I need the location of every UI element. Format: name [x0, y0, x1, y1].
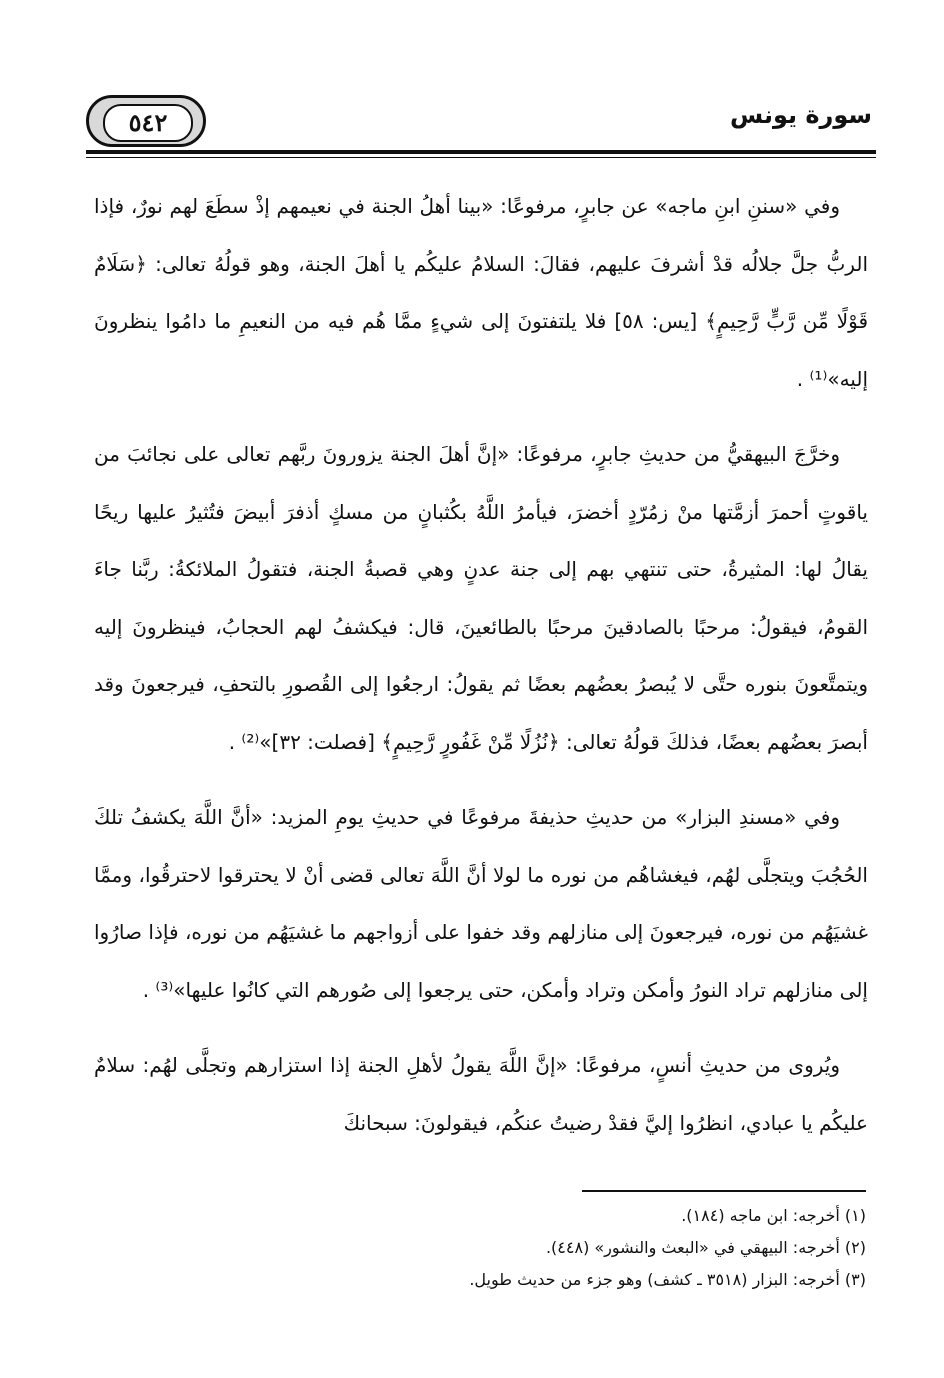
footnote: (٣) أخرجه: البزار (٣٥١٨ ـ كشف) وهو جزء من حديث طويل.	[469, 1270, 866, 1289]
page-number: ٥٤٢	[103, 104, 193, 142]
paragraph: ويُروى من حديثِ أنسٍ، مرفوعًا: «إنَّ اللَّهَ يقولُ لأهلِ الجنة إذا استزارهم وتجلَّى لهُم: سلامٌ عليكُم يا عبادي، انظرُوا إليَّ فقدْ رضيتُ عنكُم، فيقولونَ: سبحانكَ	[94, 1053, 868, 1135]
footnote: (٢) أخرجه: البيهقي في «البعث والنشور» (٤٤٨).	[545, 1238, 866, 1257]
page-header	[86, 95, 874, 155]
running-title: سورة يونس	[730, 101, 872, 129]
footnotes	[94, 1200, 866, 1296]
header-rule	[86, 150, 876, 154]
page-number-badge	[86, 95, 206, 147]
paragraph: وفي «مسندِ البزار» من حديثِ حذيفةَ مرفوعًا في حديثِ يومِ المزيد: «أنَّ اللَّهَ يكشفُ تلكَ الحُجُبَ ويتجلَّى لهُم، فيغشاهُم من نوره ما لولا أنَّ اللَّهَ تعالى قضى أنْ لا يحترقوا لاحترقُوا، وممَّا غشيَهُم من نوره، فيرجعونَ إلى منازلهم وقد خفوا على أزواجهم ما غشيَهُم من نوره، فإذا صارُوا إلى منازلهم تراد النورُ وأمكن وتراد وأمكن، حتى يرجعوا إلى صُورهم التي كانُوا عليها»⁽³⁾ .	[94, 805, 868, 1002]
header-rule-thin	[86, 157, 876, 158]
footnote-rule	[582, 1190, 866, 1192]
body-text	[94, 178, 868, 1170]
paragraph: وفي «سننِ ابنِ ماجه» عن جابرٍ، مرفوعًا: «بينا أهلُ الجنة في نعيمهم إذْ سطَعَ لهم نورٌ، فإذا الربُّ جلَّ جلالُه قدْ أشرفَ عليهم، فقالَ: السلامُ عليكُم يا أهلَ الجنة، وهو قولُهُ تعالى: ﴿سَلَامٌ قَوْلًا مِّن رَّبٍّ رَّحِيمٍ﴾ [يس: ٥٨] فلا يلتفتونَ إلى شيءٍ ممَّا هُم فيه من النعيمِ ما دامُوا ينظرونَ إليه»⁽¹⁾ .	[94, 194, 869, 391]
paragraph: وخرَّجَ البيهقيُّ من حديثِ جابرٍ، مرفوعًا: «إنَّ أهلَ الجنة يزورونَ ربَّهم تعالى على نجائبَ من ياقوتٍ أحمرَ أزمَّتها منْ زمُرّدٍ أخضرَ، فيأمرُ اللَّهُ بكُثبانٍ من مسكٍ أذفرَ أبيضَ فتُثيرُ عليها ريحًا يقالُ لها: المثيرةُ، حتى تنتهي بهم إلى جنة عدنٍ وهي قصبةُ الجنة، فتقولُ الملائكةُ: ربَّنا جاءَ القومُ، فيقولُ: مرحبًا بالصادقينَ مرحبًا بالطائعينَ، قال: فيكشفُ لهم الحجابُ، فينظرونَ إليه ويتمتَّعونَ بنوره حتَّى لا يُبصرُ بعضُهم بعضًا ثم يقولُ: ارجعُوا إلى القُصورِ بالتحفِ، فيرجعونَ وقد أبصرَ بعضُهم بعضًا، فذلكَ قولُهُ تعالى: ﴿نُزُلًا مِّنْ غَفُورٍ رَّحِيمٍ﴾ [فصلت: ٣٢]»⁽²⁾ .	[94, 442, 868, 754]
footnote: (١) أخرجه: ابن ماجه (١٨٤).	[681, 1206, 866, 1225]
